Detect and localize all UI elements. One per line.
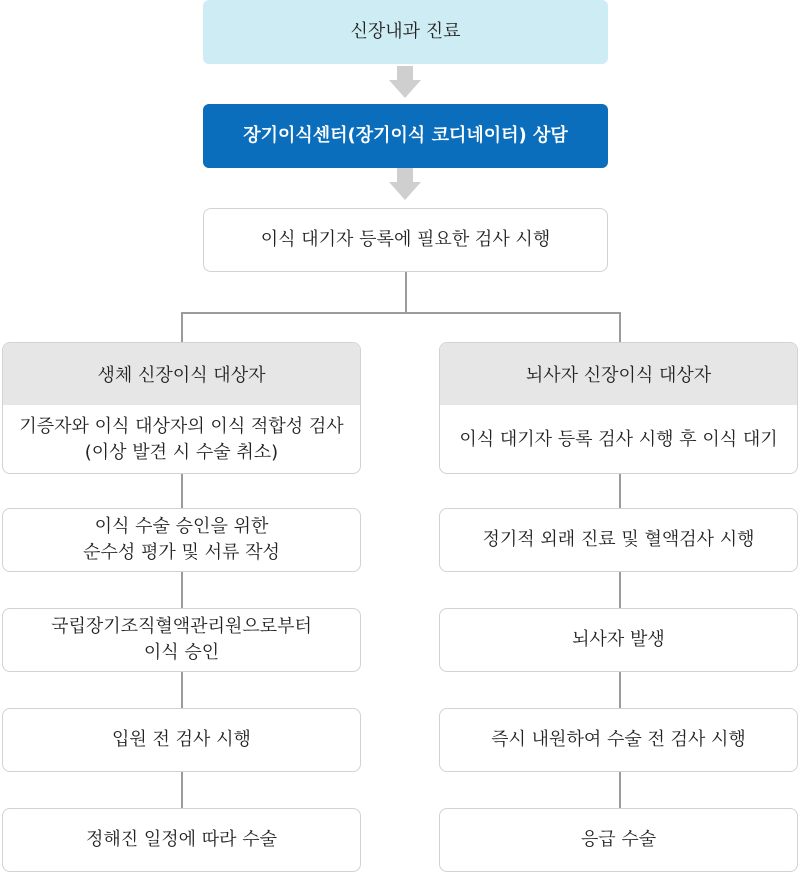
connector-left-down xyxy=(181,312,183,342)
living-donor-step3 xyxy=(2,608,361,672)
transplant-consult-box xyxy=(203,104,608,168)
deceased-donor-step3 xyxy=(439,608,798,672)
deceased-donor-step1 xyxy=(440,405,797,474)
connector-right-down xyxy=(619,312,621,342)
deceased-donor-step5 xyxy=(439,808,798,872)
deceased-donor-step1-label: 이식 대기자 등록 검사 시행 후 이식 대기 xyxy=(459,429,778,450)
living-donor-step2 xyxy=(2,508,361,572)
deceased-donor-step3-label: 뇌사자 발생 xyxy=(572,629,665,650)
living-donor-title: 생체 신장이식 대상자 xyxy=(3,343,360,405)
deceased-donor-step4 xyxy=(439,708,798,772)
deceased-donor-step4-label: 즉시 내원하여 수술 전 검사 시행 xyxy=(491,729,746,750)
living-donor-step3-line1: 국립장기조직혈액관리원으로부터 xyxy=(51,616,312,637)
waitlist-tests-label: 이식 대기자 등록에 필요한 검사 시행 xyxy=(260,229,551,250)
deceased-donor-group xyxy=(439,342,798,474)
living-donor-step1-line2: (이상 발견 시 수술 취소) xyxy=(84,442,279,463)
living-donor-step2-line2: 순수성 평가 및 서류 작성 xyxy=(83,542,280,563)
deceased-donor-title: 뇌사자 신장이식 대상자 xyxy=(440,343,797,405)
arrow-down-icon xyxy=(387,168,423,202)
deceased-donor-step2 xyxy=(439,508,798,572)
connector-horizontal xyxy=(181,312,620,314)
connector-tests-down xyxy=(405,272,407,312)
arrow-down-icon xyxy=(387,66,423,100)
waitlist-tests-box xyxy=(203,208,608,272)
deceased-donor-step2-label: 정기적 외래 진료 및 혈액검사 시행 xyxy=(482,529,755,550)
deceased-donor-step5-label: 응급 수술 xyxy=(580,829,657,850)
living-donor-group xyxy=(2,342,361,474)
nephrology-visit-label: 신장내과 진료 xyxy=(350,21,461,42)
living-donor-step2-line1: 이식 수술 승인을 위한 xyxy=(94,516,269,537)
living-donor-step1-line1: 기증자와 이식 대상자의 이식 적합성 검사 xyxy=(19,416,344,437)
living-donor-step1 xyxy=(3,405,360,474)
living-donor-step4-label: 입원 전 검사 시행 xyxy=(112,729,251,750)
living-donor-step5 xyxy=(2,808,361,872)
transplant-consult-label: 장기이식센터(장기이식 코디네이터) 상담 xyxy=(243,125,568,146)
living-donor-step5-label: 정해진 일정에 따라 수술 xyxy=(85,829,278,850)
living-donor-step3-line2: 이식 승인 xyxy=(143,642,220,663)
nephrology-visit-box xyxy=(203,0,608,64)
living-donor-step4 xyxy=(2,708,361,772)
